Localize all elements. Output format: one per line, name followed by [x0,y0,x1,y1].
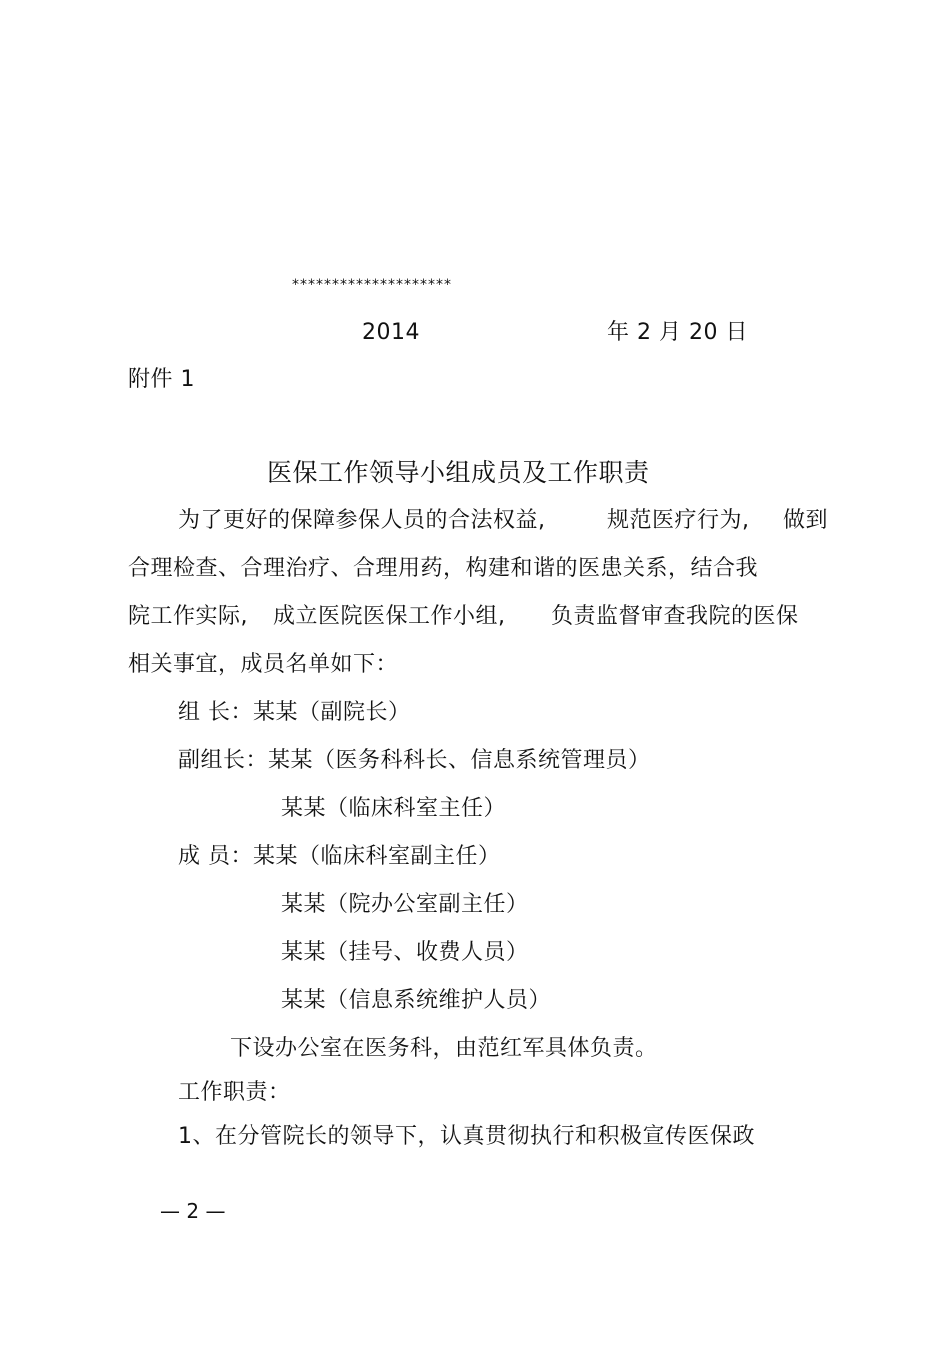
member-1: 成 员：某某（临床科室副主任） [178,844,501,869]
duty-item-1: 1、在分管院长的领导下，认真贯彻执行和积极宣传医保政 [178,1124,755,1149]
member-deputy-2: 某某（临床科室主任） [281,796,507,821]
intro-line-1-part-c: 做到 [783,508,829,533]
intro-line-1-part-b: 规范医疗行为, [607,508,750,533]
date-month-day: 年 2 月 20 日 [607,320,748,345]
member-leader: 组 长：某某（副院长） [178,700,411,725]
member-deputy-1: 副组长：某某（医务科科长、信息系统管理员） [178,748,651,773]
intro-line-1-part-a: 为了更好的保障参保人员的合法权益, [178,508,546,533]
intro-line-3 [0,604,950,630]
document-title: 医保工作领导小组成员及工作职责 [267,458,650,487]
intro-line-3-part-a: 院工作实际, [128,604,248,629]
office-note: 下设办公室在医务科，由范红军具体负责。 [230,1036,658,1061]
member-4: 某某（信息系统维护人员） [281,988,552,1013]
date-year: 2014 [362,320,420,345]
intro-line-3-part-c: 负责监督审查我院的医保 [551,604,799,629]
attachment-label: 附件 1 [128,367,195,392]
page-number: — 2 — [160,1199,226,1223]
member-3: 某某（挂号、收费人员） [281,940,529,965]
member-2: 某某（院办公室副主任） [281,892,529,917]
intro-line-3-part-b: 成立医院医保工作小组, [273,604,506,629]
duties-label: 工作职责： [178,1080,291,1105]
intro-line-1 [0,508,950,534]
intro-line-2: 合理检查、合理治疗、合理用药，构建和谐的医患关系，结合我 [128,556,759,581]
header-stars: ******************** [292,277,452,293]
intro-line-4: 相关事宜，成员名单如下： [128,652,399,677]
